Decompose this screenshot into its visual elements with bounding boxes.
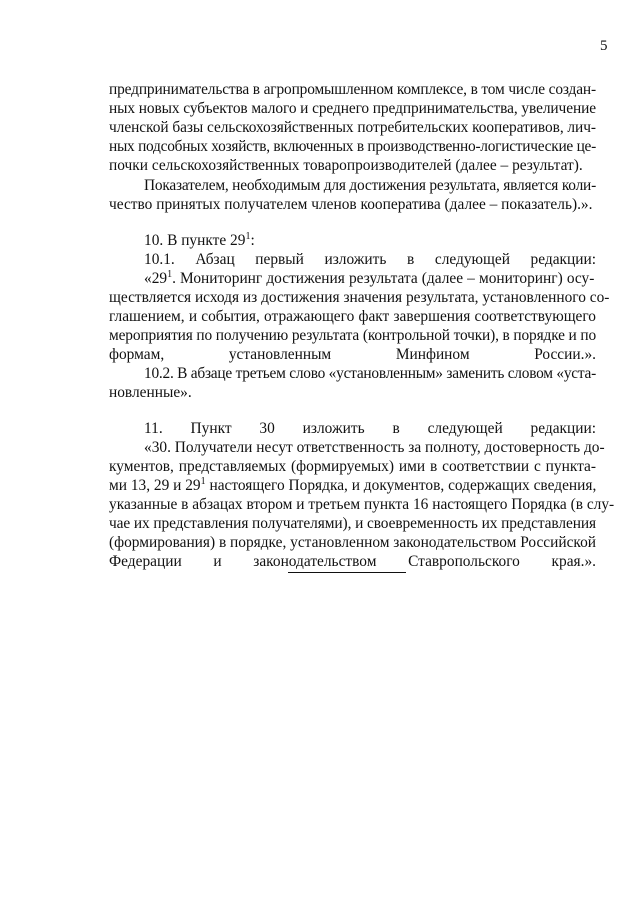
text-line: Федерации и законодательством Ставропольского края.». bbox=[109, 553, 596, 570]
text-line: предпринимательства в агропромышленном комплексе, в том числе создан- bbox=[109, 81, 596, 98]
text-line: кументов, представляемых (формируемых) ими в соответствии с пункта- bbox=[109, 458, 596, 475]
text-line bbox=[144, 269, 594, 289]
page-number: 5 bbox=[600, 38, 608, 54]
text-line: ных подсобных хозяйств, включенных в производственно-логистические це- bbox=[109, 138, 596, 155]
text-segment: «29 bbox=[144, 270, 168, 287]
text-line: новленные». bbox=[109, 384, 192, 401]
text-line: 10.1. Абзац первый изложить в следующей редакции: bbox=[144, 251, 596, 268]
text-line bbox=[109, 476, 596, 496]
end-separator-line bbox=[288, 572, 406, 573]
text-segment: . Мониторинг достижения результата (далее – мониторинг) осу- bbox=[172, 270, 595, 287]
text-line: чество принятых получателем членов кооператива (далее – показатель).». bbox=[109, 196, 593, 213]
text-line: «30. Получатели несут ответственность за полноту, достоверность до- bbox=[144, 439, 605, 456]
text-line: глашением, и события, отражающего факт завершения соответствующего bbox=[109, 308, 596, 325]
text-segment: ми 13, 29 и 29 bbox=[109, 477, 201, 494]
superscript: 1 bbox=[200, 475, 206, 487]
text-line bbox=[144, 231, 255, 251]
text-line: ществляется исходя из достижения значения результата, установленного со- bbox=[109, 289, 610, 306]
superscript: 1 bbox=[245, 230, 251, 242]
text-segment: : bbox=[250, 232, 255, 249]
text-line: членской базы сельскохозяйственных потребительских кооперативов, лич- bbox=[109, 119, 596, 136]
text-line: мероприятия по получению результата (контрольной точки), в порядке и по bbox=[109, 327, 596, 344]
text-line: (формирования) в порядке, установленном законодательством Российской bbox=[109, 534, 596, 551]
text-line: почки сельскохозяйственных товаропроизводителей (далее – результат). bbox=[109, 157, 583, 174]
text-segment: настоящего Порядка, и документов, содержащих сведения, bbox=[205, 477, 597, 494]
text-line: чае их представления получателями), и своевременность их представления bbox=[109, 515, 596, 532]
text-line: Показателем, необходимым для достижения результата, является коли- bbox=[144, 177, 596, 194]
text-segment: 10. В пункте 29 bbox=[144, 232, 246, 249]
superscript: 1 bbox=[167, 268, 173, 280]
text-line: указанные в абзацах втором и третьем пункта 16 настоящего Порядка (в слу- bbox=[109, 496, 615, 513]
text-line: 11. Пункт 30 изложить в следующей редакции: bbox=[144, 420, 596, 437]
text-line: ных новых субъектов малого и среднего предпринимательства, увеличение bbox=[109, 100, 596, 117]
text-line: 10.2. В абзаце третьем слово «установленным» заменить словом «уста- bbox=[144, 365, 596, 382]
text-line: формам, установленным Минфином России.». bbox=[109, 346, 596, 363]
